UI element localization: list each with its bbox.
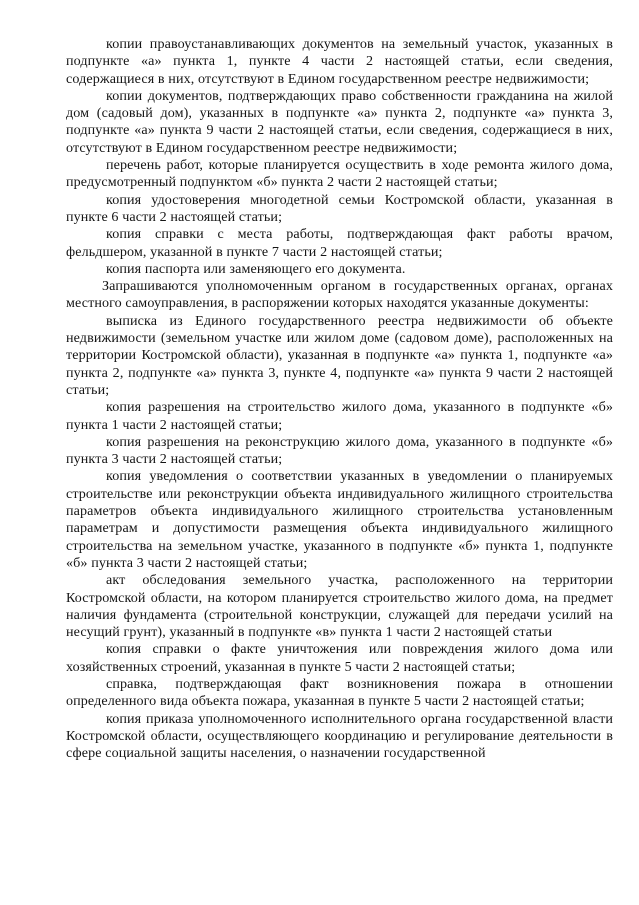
paragraph: акт обследования земельного участка, расположенного на территории Костромской области, на котором планируется строительство жилого дома, на предмет наличия фундамента (строительной конструкции, служащей для передачи усилий на несущий грунт), указанный в подпункте «в» пункта 1 части 2 настоящей статьи — [66, 572, 613, 641]
paragraph: копия разрешения на реконструкцию жилого дома, указанного в подпункте «б» пункта 3 части 2 настоящей статьи; — [66, 433, 613, 468]
paragraph: копии правоустанавливающих документов на земельный участок, указанных в подпункте «а» пункта 1, пункте 4 части 2 настоящей статьи, если сведения, содержащиеся в них, отсутствуют в Едином государственном реестре недвижимости; — [66, 36, 613, 87]
paragraph: перечень работ, которые планируется осуществить в ходе ремонта жилого дома, предусмотренный подпунктом «б» пункта 2 части 2 настоящей статьи; — [66, 157, 613, 191]
paragraph: копия удостоверения многодетной семьи Костромской области, указанная в пункте 6 части 2 настоящей статьи; — [66, 191, 613, 225]
paragraph: копия паспорта или заменяющего его документа. — [106, 260, 406, 277]
paragraph: копия справки с места работы, подтверждающая факт работы врачом, фельдшером, указанной в пункте 7 части 2 настоящей статьи; — [66, 226, 613, 260]
paragraph: справка, подтверждающая факт возникновения пожара в отношении определенного вида объекта пожара, указанная в пункте 5 части 2 настоящей статьи; — [66, 675, 613, 710]
paragraph: копия разрешения на строительство жилого дома, указанного в подпункте «б» пункта 1 части 2 настоящей статьи; — [66, 399, 613, 433]
paragraph: копии документов, подтверждающих право собственности гражданина на жилой дом (садовый дом), указанных в подпункте «а» пункта 2, подпункте «а» пункта 3, подпункте «а» пункта 9 части 2 настоящей статьи, если сведения, содержащиеся в них, отсутствуют в Едином государственном реестре недвижимости; — [66, 87, 613, 156]
paragraph: копия приказа уполномоченного исполнительного органа государственной власти Костромской области, осуществляющего координацию и регулирование деятельности в сфере социальной защиты населения, о назначении государственной — [66, 710, 613, 762]
paragraph: копия справки о факте уничтожения или повреждения жилого дома или хозяйственных строений, указанная в пункте 5 части 2 настоящей статьи; — [66, 641, 613, 675]
paragraph: копия уведомления о соответствии указанных в уведомлении о планируемых строительстве или реконструкции объекта индивидуального жилищного строительства параметров объекта индивидуального жилищного строительства установленным параметрам и допустимости размещения объекта индивидуального жилищного строительства на земельном участке, указанного в подпункте «б» пункта 1, подпункте «б» пункта 3 части 2 настоящей статьи; — [66, 468, 613, 571]
paragraph: выписка из Единого государственного реестра недвижимости об объекте недвижимости (земельном участке или жилом доме (садовом доме), расположенных на территории Костромской области), указанная в подпункте «а» пункта 1, подпункте «а» пункта 2, подпункте «а» пункта 3, пункте 4, подпункте «а» пункта 9 части 2 настоящей статьи; — [66, 312, 613, 398]
document-body — [66, 36, 613, 762]
paragraph: Запрашиваются уполномоченным органом в государственных органах, органах местного самоуправления, в распоряжении которых находятся указанные документы: — [66, 278, 613, 312]
